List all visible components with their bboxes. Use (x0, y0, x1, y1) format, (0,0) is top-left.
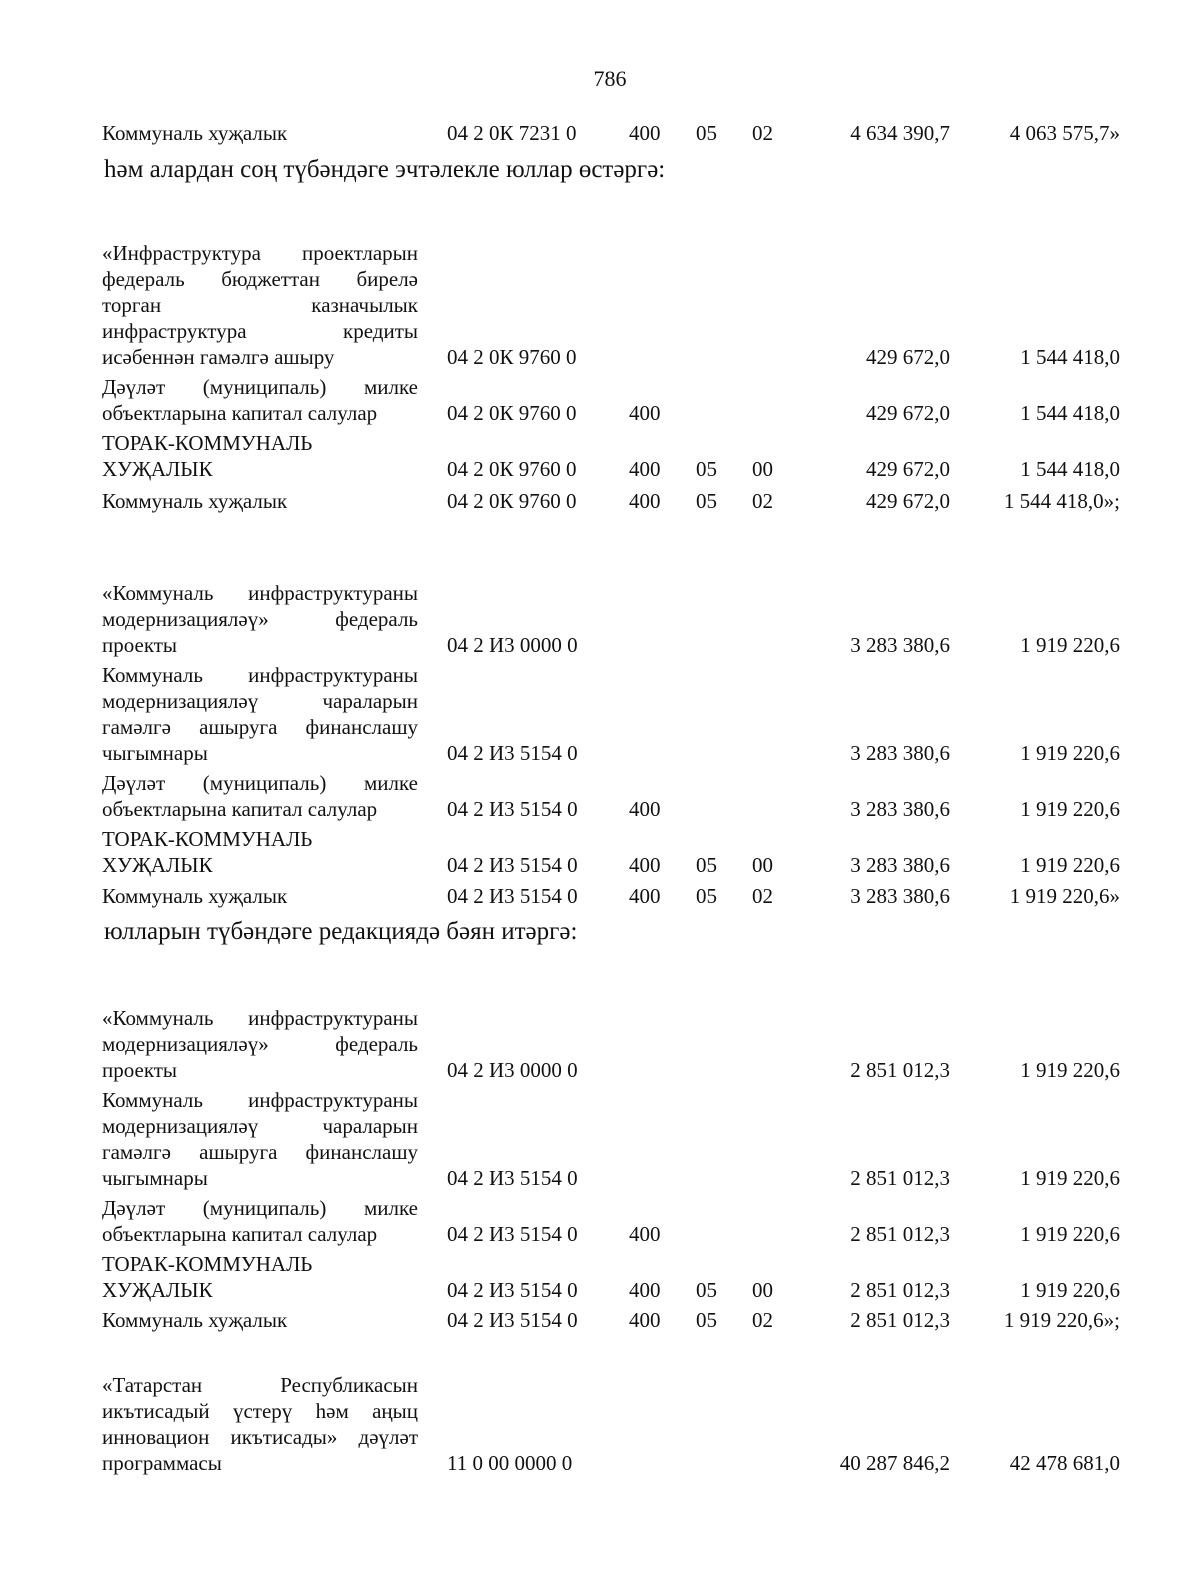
row-rz: 05 (696, 457, 717, 481)
table-row (0, 979, 1200, 1083)
table-row (0, 488, 1200, 514)
table-row (0, 430, 1200, 482)
row-sum-2: 1 544 418,0 (1020, 345, 1120, 369)
row-code: 04 2 И3 5154 0 (447, 853, 578, 877)
row-code: 04 2 И3 0000 0 (447, 633, 578, 657)
table-row (0, 1251, 1200, 1303)
row-sum-1: 429 672,0 (866, 457, 950, 481)
table-row (0, 883, 1200, 909)
table-row (0, 1307, 1200, 1333)
row-name: «Инфраструктура проектларын федераль бюджеттан бирелә торган казначылык инфраструктура кредиты исәбеннән гамәлгә ашыру (102, 241, 418, 369)
row-name: Коммуналь инфраструктураны модернизацияләү чараларын гамәлгә ашыруга финанслашу чыгымнары (102, 663, 418, 765)
row-pr: 00 (752, 853, 773, 877)
row-vr: 400 (629, 401, 661, 425)
row-sum-1: 429 672,0 (866, 401, 950, 425)
row-sum-1: 2 851 012,3 (850, 1308, 950, 1332)
row-sum-1: 2 851 012,3 (850, 1058, 950, 1082)
row-pr: 02 (752, 1308, 773, 1332)
row-pr: 02 (752, 884, 773, 908)
row-name: Коммуналь хуҗалык (102, 884, 288, 908)
row-code: 11 0 00 0000 0 (447, 1451, 573, 1475)
row-sum-1: 2 851 012,3 (850, 1166, 950, 1190)
row-code: 04 2 0К 9760 0 (447, 401, 577, 425)
row-name: «Коммуналь инфраструктураны модернизацияләү» федераль проекты (102, 1006, 418, 1082)
row-rz: 05 (696, 1278, 717, 1302)
row-code: 04 2 И3 5154 0 (447, 741, 578, 765)
row-code: 04 2 0К 9760 0 (447, 457, 577, 481)
prose-add-lines: һәм алардан соң түбәндәге эчтәлекле юллар өстәргә: (104, 156, 666, 183)
row-name: Коммуналь хуҗалык (102, 489, 288, 513)
table-row (0, 826, 1200, 878)
row-vr: 400 (629, 797, 661, 821)
row-code: 04 2 И3 0000 0 (447, 1058, 578, 1082)
row-sum-1: 2 851 012,3 (850, 1222, 950, 1246)
row-sum-1: 3 283 380,6 (850, 797, 950, 821)
row-pr: 00 (752, 1278, 773, 1302)
row-vr: 400 (629, 884, 661, 908)
row-name: ТОРАК-КОММУНАЛЬ ХУҖАЛЫК (102, 431, 313, 481)
row-name: Дәүләт (муниципаль) милке объектларына капитал салулар (102, 771, 418, 821)
row-sum-1: 429 672,0 (866, 345, 950, 369)
row-sum-2: 1 919 220,6 (1020, 1278, 1120, 1302)
row-sum-2: 4 063 575,7» (1009, 121, 1120, 145)
table-row-intro (0, 120, 1200, 146)
row-pr: 00 (752, 457, 773, 481)
row-rz: 05 (696, 853, 717, 877)
row-code: 04 2 0К 9760 0 (447, 489, 577, 513)
row-vr: 400 (629, 853, 661, 877)
table-row (0, 770, 1200, 822)
table-row (0, 1087, 1200, 1191)
table-row (0, 554, 1200, 658)
row-sum-1: 3 283 380,6 (850, 633, 950, 657)
row-pr: 02 (752, 489, 773, 513)
row-rz: 05 (696, 1308, 717, 1332)
row-sum-2: 1 919 220,6»; (1003, 1308, 1120, 1332)
row-vr: 400 (629, 457, 661, 481)
row-sum-1: 429 672,0 (866, 489, 950, 513)
row-code: 04 2 И3 5154 0 (447, 797, 578, 821)
row-rz: 05 (696, 489, 717, 513)
row-sum-2: 1 544 418,0 (1020, 457, 1120, 481)
row-sum-2: 1 544 418,0 (1020, 401, 1120, 425)
row-vr: 400 (629, 489, 661, 513)
row-sum-2: 42 478 681,0 (1009, 1451, 1120, 1475)
row-rz: 05 (696, 121, 717, 145)
row-name: Коммуналь инфраструктураны модернизацияләү чараларын гамәлгә ашыруга финанслашу чыгымнары (102, 1088, 418, 1190)
row-sum-2: 1 919 220,6 (1020, 1058, 1120, 1082)
row-vr: 400 (629, 1222, 661, 1246)
row-pr: 02 (752, 121, 773, 145)
row-name: Дәүләт (муниципаль) милке объектларына капитал салулар (102, 375, 418, 425)
row-sum-2: 1 919 220,6 (1020, 797, 1120, 821)
row-code: 04 2 0К 7231 0 (447, 121, 577, 145)
row-sum-2: 1 919 220,6 (1020, 1166, 1120, 1190)
table-row (0, 1195, 1200, 1247)
row-sum-2: 1 919 220,6 (1020, 741, 1120, 765)
row-sum-1: 3 283 380,6 (850, 884, 950, 908)
table-row (0, 214, 1200, 370)
row-name: Коммуналь хуҗалык (102, 1308, 288, 1332)
row-code: 04 2 И3 5154 0 (447, 884, 578, 908)
row-sum-2: 1 919 220,6» (1009, 884, 1120, 908)
row-sum-1: 2 851 012,3 (850, 1278, 950, 1302)
row-sum-1: 3 283 380,6 (850, 741, 950, 765)
row-name: Дәүләт (муниципаль) милке объектларына капитал салулар (102, 1196, 418, 1246)
row-sum-1: 4 634 390,7 (850, 121, 950, 145)
row-code: 04 2 0К 9760 0 (447, 345, 577, 369)
row-code: 04 2 И3 5154 0 (447, 1308, 578, 1332)
row-sum-2: 1 919 220,6 (1020, 633, 1120, 657)
row-name: Коммуналь хуҗалык (102, 121, 288, 145)
row-sum-1: 40 287 846,2 (839, 1451, 950, 1475)
row-name: «Коммуналь инфраструктураны модернизацияләү» федераль проекты (102, 581, 418, 657)
table-row (0, 374, 1200, 426)
prose-edit-lines: юлларын түбәндәге редакциядә бәян итәргә: (104, 918, 578, 945)
row-sum-2: 1 919 220,6 (1020, 853, 1120, 877)
page-number: 786 (593, 66, 627, 91)
row-vr: 400 (629, 1308, 661, 1332)
row-vr: 400 (629, 121, 661, 145)
row-sum-2: 1 919 220,6 (1020, 1222, 1120, 1246)
row-sum-1: 3 283 380,6 (850, 853, 950, 877)
table-row (0, 662, 1200, 766)
table-row (0, 1372, 1200, 1476)
row-rz: 05 (696, 884, 717, 908)
row-sum-2: 1 544 418,0»; (1003, 489, 1120, 513)
row-name: ТОРАК-КОММУНАЛЬ ХУҖАЛЫК (102, 827, 313, 877)
row-name: «Татарстан Республикасын икътисадый үстерү һәм аңыц инновацион икътисады» дәүләт программасы (102, 1373, 418, 1475)
row-vr: 400 (629, 1278, 661, 1302)
row-name: ТОРАК-КОММУНАЛЬ ХУҖАЛЫК (102, 1252, 313, 1302)
row-code: 04 2 И3 5154 0 (447, 1222, 578, 1246)
row-code: 04 2 И3 5154 0 (447, 1278, 578, 1302)
row-code: 04 2 И3 5154 0 (447, 1166, 578, 1190)
